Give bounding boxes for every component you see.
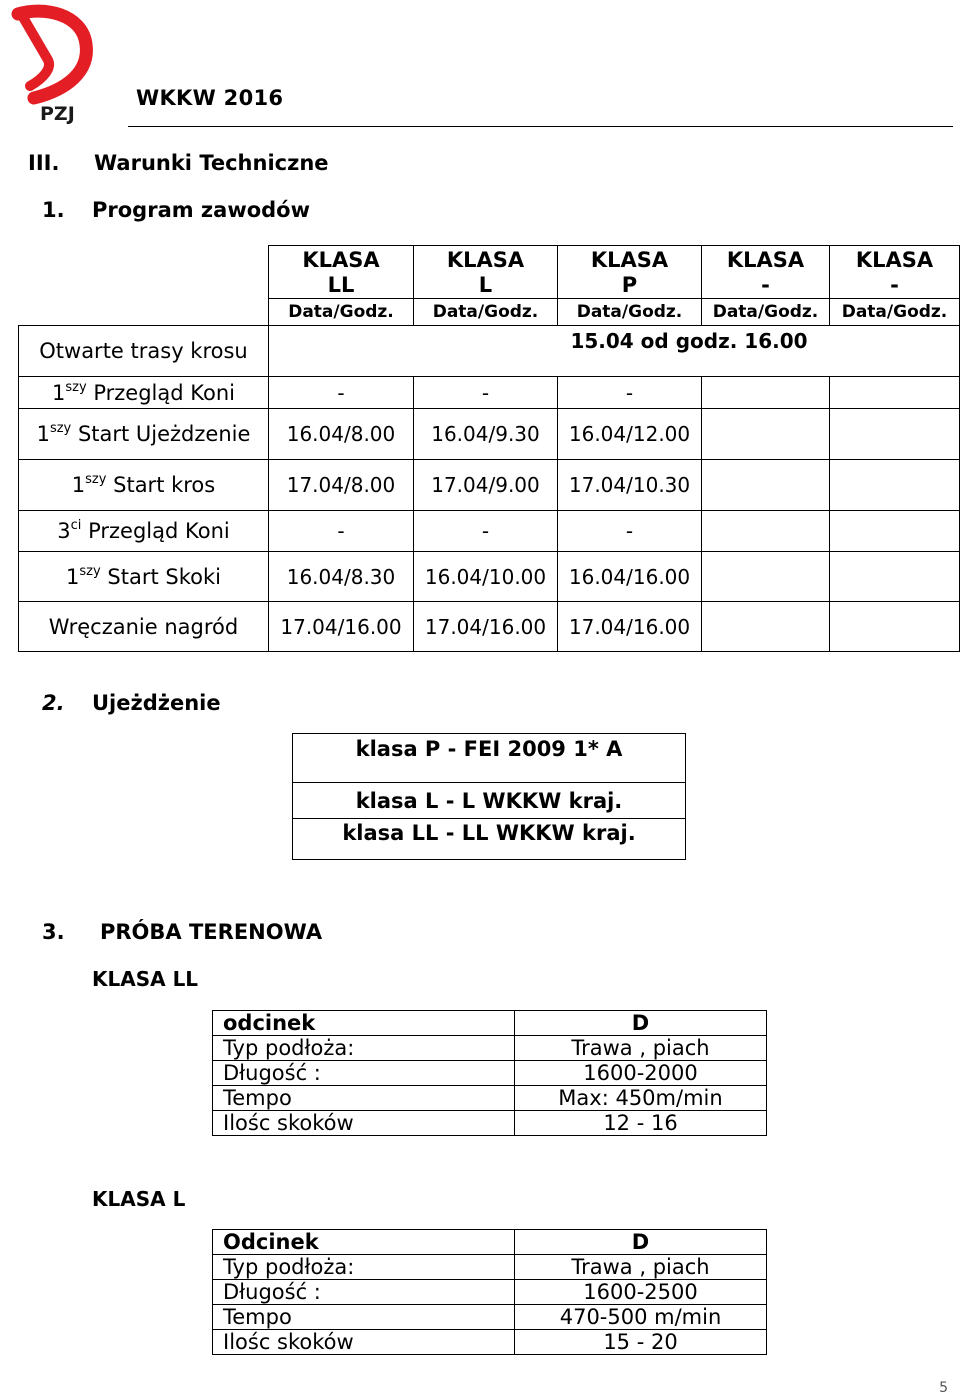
table-cell: Tempo	[213, 1305, 515, 1330]
table-cell: 17.04/10.30	[558, 460, 702, 511]
table-cell: 17.04/8.00	[269, 460, 414, 511]
table-cell	[830, 460, 960, 511]
table-cell	[830, 602, 960, 652]
table-cell	[702, 460, 830, 511]
table-row	[213, 1305, 767, 1330]
table-cell: -	[414, 511, 558, 552]
column-header: KLASA L	[414, 246, 558, 299]
table-cell	[702, 377, 830, 409]
class-title: KLASA L	[92, 1187, 186, 1211]
table-cell	[830, 377, 960, 409]
table-row	[19, 377, 960, 409]
dressage-row: klasa P - FEI 2009 1* A	[293, 734, 686, 783]
program-header-row	[19, 246, 960, 299]
table-cell: 16.04/8.00	[269, 409, 414, 460]
table-cell	[830, 511, 960, 552]
table-cell: 16.04/10.00	[414, 552, 558, 602]
table-cell: 17.04/16.00	[414, 602, 558, 652]
table-cell: D	[515, 1230, 767, 1255]
table-row	[19, 552, 960, 602]
table-cell: Typ podłoża:	[213, 1255, 515, 1280]
table-cell: Ilośc skoków	[213, 1111, 515, 1136]
program-table	[18, 245, 960, 652]
table-cell: Trawa , piach	[515, 1255, 767, 1280]
table-cell: Długość :	[213, 1061, 515, 1086]
table-row	[213, 1255, 767, 1280]
table-row	[213, 1330, 767, 1355]
table-cell	[702, 511, 830, 552]
column-subheader: Data/Godz.	[702, 299, 830, 326]
page-number: 5	[939, 1380, 948, 1396]
table-cell: 16.04/8.30	[269, 552, 414, 602]
table-row	[19, 602, 960, 652]
column-header: KLASA -	[702, 246, 830, 299]
table-cell: 16.04/12.00	[558, 409, 702, 460]
table-cell: 470-500 m/min	[515, 1305, 767, 1330]
dressage-row: klasa L - L WKKW kraj.	[293, 783, 686, 819]
table-cell: 1600-2500	[515, 1280, 767, 1305]
table-cell: Trawa , piach	[515, 1036, 767, 1061]
table-cell: 17.04/16.00	[558, 602, 702, 652]
program-number: 1.	[42, 198, 65, 222]
row-label: Wręczanie nagród	[19, 602, 269, 652]
column-header: KLASA P	[558, 246, 702, 299]
table-cell	[702, 552, 830, 602]
section-title: Warunki Techniczne	[94, 151, 329, 175]
cross-title: PRÓBA TERENOWA	[100, 920, 323, 944]
table-cell: odcinek	[213, 1011, 515, 1036]
dressage-title: Ujeżdżenie	[92, 691, 221, 715]
table-row	[213, 1280, 767, 1305]
column-subheader: Data/Godz.	[269, 299, 414, 326]
table-cell: -	[269, 511, 414, 552]
dressage-number: 2.	[42, 691, 65, 715]
table-row	[19, 326, 960, 377]
table-cell: 16.04/9.30	[414, 409, 558, 460]
header-title: WKKW 2016	[136, 86, 284, 110]
table-cell: Max: 450m/min	[515, 1086, 767, 1111]
table-cell	[702, 409, 830, 460]
table-cell: D	[515, 1011, 767, 1036]
table-row	[213, 1230, 767, 1255]
table-cell	[830, 552, 960, 602]
table-cell: Odcinek	[213, 1230, 515, 1255]
column-subheader: Data/Godz.	[558, 299, 702, 326]
table-row	[213, 1111, 767, 1136]
row-label: $1^{szy}$ Start Ujeżdzenie	[19, 409, 269, 460]
program-corner-cell	[19, 246, 269, 299]
table-row	[19, 409, 960, 460]
table-cell: 15 - 20	[515, 1330, 767, 1355]
table-cell: 17.04/16.00	[269, 602, 414, 652]
open-course-value: 15.04 od godz. 16.00	[269, 326, 960, 377]
column-subheader: Data/Godz.	[414, 299, 558, 326]
table-cell	[702, 602, 830, 652]
table-row	[213, 1086, 767, 1111]
dressage-table	[292, 733, 686, 860]
row-label: $3^{ci}$ Przegląd Koni	[19, 511, 269, 552]
table-cell: Ilośc skoków	[213, 1330, 515, 1355]
course-table-l	[212, 1229, 767, 1355]
table-cell: -	[269, 377, 414, 409]
row-label: $1^{szy}$ Start Skoki	[19, 552, 269, 602]
program-title: Program zawodów	[92, 198, 311, 222]
table-cell: -	[558, 511, 702, 552]
table-cell	[830, 409, 960, 460]
row-label: Otwarte trasy krosu	[19, 326, 269, 377]
table-row	[19, 511, 960, 552]
table-row	[213, 1011, 767, 1036]
course-table-ll	[212, 1010, 767, 1136]
cross-number: 3.	[42, 920, 65, 944]
dressage-row: klasa LL - LL WKKW kraj.	[293, 819, 686, 860]
table-cell: Długość :	[213, 1280, 515, 1305]
table-cell: 17.04/9.00	[414, 460, 558, 511]
table-cell: Typ podłoża:	[213, 1036, 515, 1061]
table-cell: 1600-2000	[515, 1061, 767, 1086]
table-row	[19, 460, 960, 511]
pzj-logo	[4, 2, 96, 124]
table-cell: -	[414, 377, 558, 409]
table-cell: Tempo	[213, 1086, 515, 1111]
column-subheader: Data/Godz.	[830, 299, 960, 326]
logo-text: PZJ	[40, 103, 75, 124]
table-row	[213, 1061, 767, 1086]
header-divider	[128, 126, 953, 127]
row-label: $1^{szy}$ Przegląd Koni	[19, 377, 269, 409]
table-cell: 12 - 16	[515, 1111, 767, 1136]
table-row	[213, 1036, 767, 1061]
column-header: KLASA LL	[269, 246, 414, 299]
table-cell: 16.04/16.00	[558, 552, 702, 602]
section-number: III.	[28, 151, 60, 175]
row-label: $1^{szy}$ Start kros	[19, 460, 269, 511]
program-subheader-row	[19, 299, 960, 326]
column-header: KLASA -	[830, 246, 960, 299]
class-title: KLASA LL	[92, 967, 199, 991]
table-cell: -	[558, 377, 702, 409]
